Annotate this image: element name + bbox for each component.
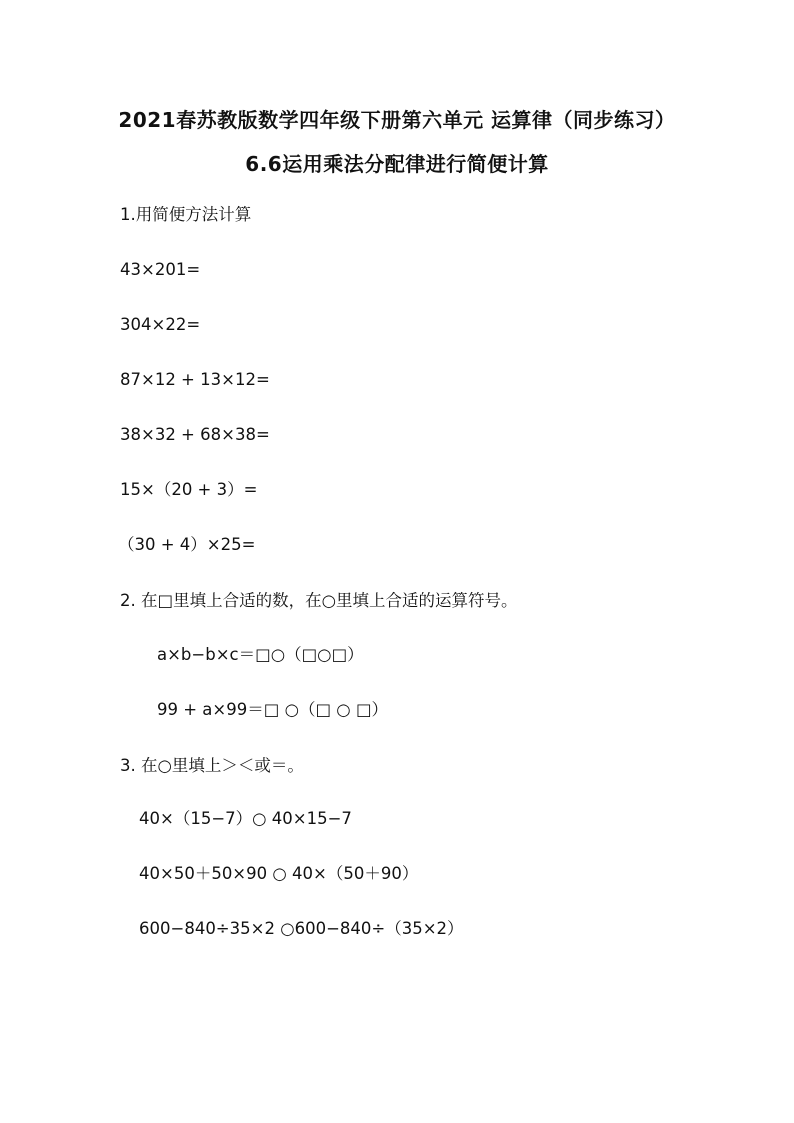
question-3-heading: 3. 在○里填上＞＜或＝。 (120, 756, 304, 775)
question-3-item-1: 40×（15−7）○ 40×15−7 (139, 809, 352, 828)
question-1-item-5: 15×（20 + 3）= (120, 480, 258, 499)
question-1-item-4: 38×32 + 68×38= (120, 425, 270, 444)
question-1-heading: 1.用简便方法计算 (120, 205, 252, 224)
question-1-item-1: 43×201= (120, 260, 201, 279)
question-2-heading: 2. 在□里填上合适的数，在○里填上合适的运算符号。 (120, 591, 518, 610)
question-1-item-6: （30 + 4）×25= (118, 535, 256, 554)
worksheet-subtitle: 6.6运用乘法分配律进行简便计算 (245, 152, 549, 176)
question-2-item-1: a×b−b×c＝□○（□○□） (157, 645, 364, 664)
worksheet-title: 2021春苏教版数学四年级下册第六单元 运算律（同步练习） (118, 108, 676, 132)
question-3-item-2: 40×50＋50×90 ○ 40×（50＋90） (139, 864, 419, 883)
question-2-item-2: 99 + a×99＝□ ○（□ ○ □） (157, 700, 389, 719)
question-1-item-2: 304×22= (120, 315, 201, 334)
question-3-item-3: 600−840÷35×2 ○600−840÷（35×2） (139, 919, 464, 938)
question-1-item-3: 87×12 + 13×12= (120, 370, 270, 389)
